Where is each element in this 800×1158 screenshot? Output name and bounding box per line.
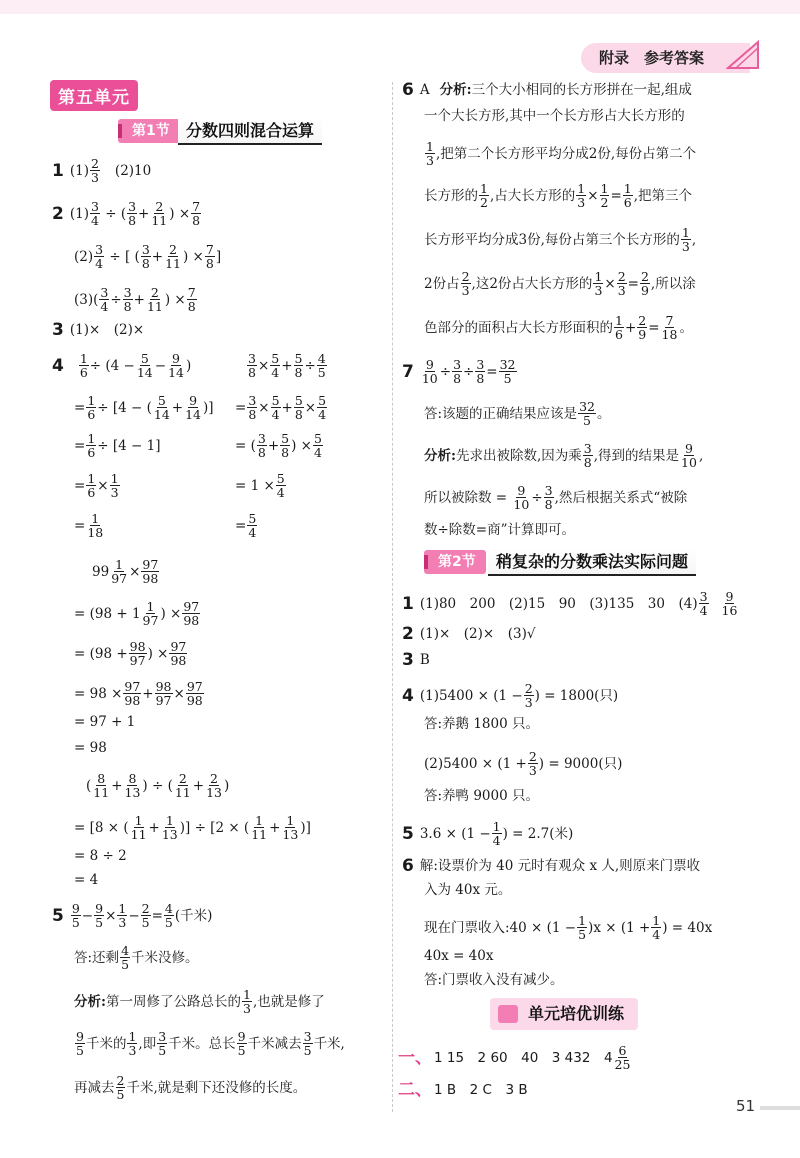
- s2-answer-4-reply-2: 答:养鸭 9000 只。: [424, 788, 539, 804]
- answer-4-a5: = 1 18: [74, 511, 104, 540]
- answer-4-c4: = 98 × 97 98 + 98 97 × 97 98: [74, 679, 203, 708]
- answer-5-analysis-3: 再减去 2 5 千米,就是剩下还没修的长度。: [74, 1073, 307, 1102]
- s2-answer-5: 5 3.6 × (1 − $\frac{1}{4}$ ) = 2.7(米): [402, 819, 574, 848]
- s2-answer-4-2: (2)5400 × (1 + $\frac{2}{3}$ ) = 9000(只): [424, 749, 623, 778]
- s2-answer-6-line-4: 40x = 40x: [424, 948, 494, 964]
- answer-4-b4: = 1 × 5 4: [235, 471, 285, 500]
- answer-4-a1: 4 1 6 ÷ (4 − 5 14 − 9 14 ): [52, 351, 192, 380]
- answer-7-reply: 答:该题的正确结果应该是 32 5 。: [424, 399, 611, 428]
- s2-answer-6-line-2: 入为 40x 元。: [424, 882, 512, 898]
- answer-7-analysis-3: 数÷除数=商”计算即可。: [424, 522, 576, 538]
- answer-4-d2: = [8 × ( 1 11 + 1 13 )] ÷ [2 × ( 1 11 + 1 13 )]: [74, 813, 311, 842]
- answer-6-line-1: 6 A 分析: 三个大小相同的长方形拼在一起,组成: [402, 80, 692, 100]
- answer-5-reply: 答:还剩 4 5 千米没修。: [74, 943, 199, 972]
- training-part-1: 一、 1 15 2 60 40 3 432 4 6 25: [398, 1043, 631, 1072]
- answer-4-c5: = 97 + 1: [74, 714, 136, 730]
- answer-6-line-4: 长方形的 1 2 ,占大长方形的 1 3 × 1 2 = 1 6 ,把第三个: [424, 181, 693, 210]
- answer-6-line-2: 一个大长方形,其中一个长方形占大长方形的: [424, 108, 685, 124]
- answer-4-b2: = 3 8 × 5 4 + 5 8 × 5 4: [235, 393, 327, 422]
- answer-7: 7 9 10 ÷ 3 8 ÷ 3 8 = 32 5: [402, 357, 516, 386]
- answer-4-a4: = 1 6 × 1 3: [74, 471, 119, 500]
- answer-2-1: 2 (1) 3 4 ÷ ( 3 8 + 2 11 ) × 7 8: [52, 199, 201, 228]
- answer-7-analysis-2: 所以被除数 = $\frac{9}{10}$ ÷ 3 8 ,然后根据关系式“被除: [424, 483, 688, 512]
- section-2-title: 稍复杂的分数乘法实际问题: [488, 548, 696, 576]
- answer-4-a2: = 1 6 ÷ [4 − ( 5 14 + 9 14 )]: [74, 393, 214, 422]
- section-2-tag: 第2节: [424, 550, 486, 574]
- chart-icon: [498, 1005, 518, 1023]
- unit-title: 第五单元: [50, 80, 138, 111]
- column-divider: [392, 82, 393, 1112]
- answer-4-c2: = (98 + 1 1 97 ) × 97 98: [74, 599, 200, 628]
- s2-answer-6-line-1: 6 解:设票价为 40 元时有观众 x 人,则原来门票收: [402, 856, 701, 876]
- section-1-tag: 第1节: [118, 119, 180, 143]
- answer-7-analysis-1: 分析: 先求出被除数,因为乘 3 8 ,得到的结果是 9 10 ,: [424, 441, 704, 470]
- answer-4-d1: ( 8 11 + 8 13 ) ÷ ( 2 11 + 2 13 ): [86, 771, 230, 800]
- answer-6-line-7: 色部分的面积占大长方形面积的 1 6 + 2 9 = 7 18 。: [424, 313, 693, 342]
- answer-2-3: (3) ( 3 4 ÷ 3 8 + 2 11 ) × 7 8: [74, 285, 196, 314]
- footer-bar: [760, 1106, 800, 1110]
- answer-4-a3: = 1 6 ÷ [4 − 1]: [74, 431, 161, 460]
- s2-answer-6-line-3: 现在门票收入:40 × (1 − $\frac{1}{5}$ )x × (1 + $\frac{1}{4}$ ) = 40x: [424, 913, 713, 942]
- answer-1: 1 (1) 2 3 (2)10: [52, 156, 152, 185]
- section-1-title: 分数四则混合运算: [178, 117, 322, 145]
- answer-4-c3: = (98 + 98 97 ) × 97 98: [74, 639, 187, 668]
- answer-4-c1: 99 1 97 × 97 98: [92, 557, 159, 586]
- answer-4-b3: = ( 3 8 + 5 8 ) × 5 4: [235, 431, 322, 460]
- answer-3: 3 (1)× (2)×: [52, 320, 145, 340]
- answer-4-b1: 3 8 × 5 4 + 5 8 ÷ 4 5: [248, 351, 326, 380]
- answer-5-analysis-1: 分析: 第一周修了公路总长的 1 3 ,也就是修了: [74, 987, 325, 1016]
- answer-4-c6: = 98: [74, 740, 107, 756]
- ruler-icon: [726, 40, 760, 70]
- answer-6-line-6: 2份占 2 3 ,这2份占大长方形的 1 3 × 2 3 = 2 9 ,所以涂: [424, 269, 696, 298]
- header-label: 附录 参考答案: [581, 43, 750, 73]
- s2-answer-3: 3 B: [402, 650, 430, 670]
- s2-answer-4-1: 4 (1)5400 × (1 − $\frac{2}{3}$ ) = 1800(只): [402, 681, 619, 710]
- training-title: 单元培优训练: [490, 998, 638, 1030]
- answer-4-d4: = 4: [74, 872, 99, 888]
- answer-2-2: (2) 3 4 ÷ [ ( 3 8 + 2 11 ) × 7 8 ]: [74, 242, 222, 271]
- answer-5: 5 9 5 − 9 5 × 1 3 − 2 5 = 4 5 (千米): [52, 901, 213, 930]
- training-part-2: 二、 1 B 2 C 3 B: [398, 1080, 528, 1100]
- s2-answer-6-reply: 答:门票收入没有减少。: [424, 972, 564, 988]
- page-number: 51: [736, 1097, 756, 1115]
- s2-answer-4-reply-1: 答:养鹅 1800 只。: [424, 716, 539, 732]
- answer-6-line-5: 长方形平均分成3份,每份占第三个长方形的 1 3 ,: [424, 225, 697, 254]
- answer-4-d3: = 8 ÷ 2: [74, 848, 127, 864]
- section-1-header: [118, 117, 328, 145]
- answer-6-line-3: 1 3 ,把第二个长方形平均分成2份,每份占第二个: [426, 139, 697, 168]
- answer-5-analysis-2: 9 5 千米的 1 3 ,即 3 5 千米。总长 9 5 千米减去 3 5 千米,: [76, 1029, 345, 1058]
- s2-answer-1: 1 (1)80 200 (2)15 90 (3)135 30 (4) 3 4 9 16: [402, 589, 738, 618]
- answer-4-b5: = 5 4: [235, 511, 257, 540]
- section-2-header: [424, 548, 714, 576]
- header-band: [0, 0, 800, 14]
- s2-answer-2: 2 (1)× (2)× (3)√: [402, 624, 536, 644]
